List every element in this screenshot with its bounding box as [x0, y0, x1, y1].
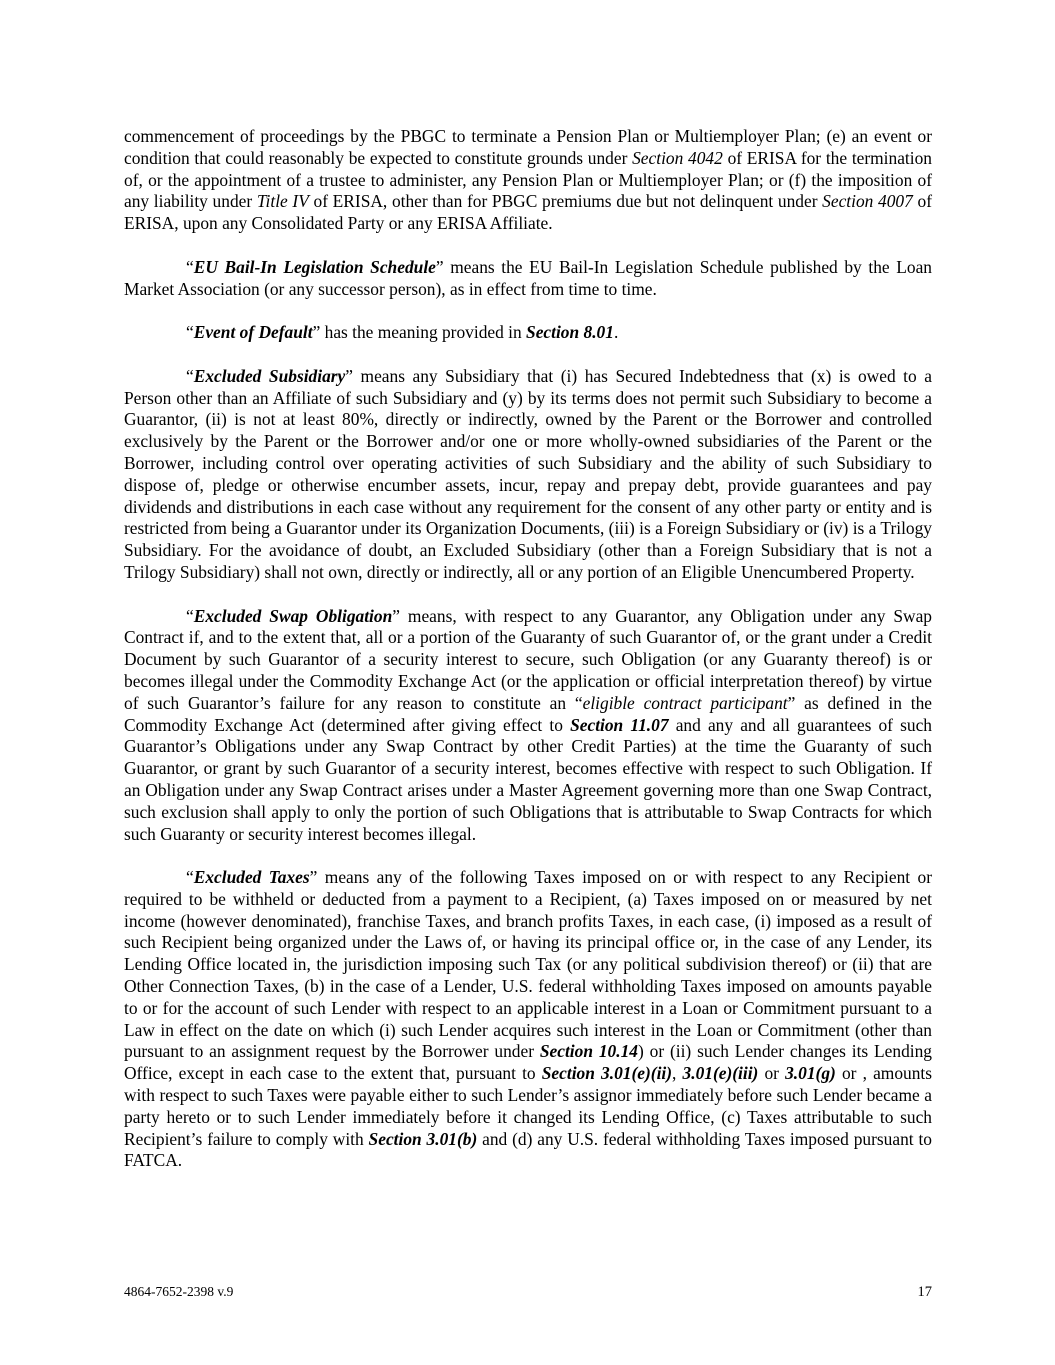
open-quote: “ [186, 256, 194, 277]
text-run: and any and all guarantees of such Guarantor’s Obligations under any Swap Contract by other Credit Parties) at the time the Guaranty of such Guarantor, or grant by such Guarantor of a security interest, becomes effective with respect to such Obligation. If an Obligation under any Swap Contract arises under a Master Agreement governing more than one Swap Contract, such exclusion shall apply to only the portion of such Obligations that is attributable to Swap Contracts for which such Guaranty or security interest becomes illegal. [124, 714, 932, 844]
section-reference: 3.01(e)(iii) [682, 1063, 759, 1084]
text-run: commencement of proceedings by the PBGC to terminate a Pension Plan or Multiemployer Plan; (e) an event or condition that could reasonably be expected to constitute grounds under [124, 126, 932, 168]
definition-text: ” means any Subsidiary that (i) has Secured Indebtedness that (x) is owed to a Person other than an Affiliate of such Subsidiary and (y) by its terms does not permit such Subsidiary to become a Guarantor, (ii) is not at least 80%, directly or indirectly, owned by the Parent or the Borrower and controlled exclusively by the Parent or the Borrower and/or one or more wholly-owned subsidiaries of the Parent or the Borrower, including control over operating activities of such Subsidiary and the ability of such Subsidiary to dispose of, pledge or otherwise encumber assets, incur, repay and prepay debt, provide guarantees and pay dividends and distributions in each case without any requirement for the consent of any other party or entity and is restricted from being a Guarantor under its Organization Documents, (iii) is a Foreign Subsidiary or (iv) is a Trilogy Subsidiary. For the avoidance of doubt, an Excluded Subsidiary (other than a Foreign Subsidiary that is not a Trilogy Subsidiary) shall not own, directly or indirectly, all or any portion of an Eligible Unencumbered Property. [124, 365, 932, 582]
page-body [124, 126, 932, 1172]
text-run: of ERISA, other than for PBGC premiums due but not delinquent under [308, 191, 823, 212]
text-run: and (d) any U.S. federal withholding Taxes imposed pursuant to FATCA. [124, 1128, 932, 1171]
definition-excluded-taxes [124, 867, 932, 1172]
section-reference: Section 3.01(b) [368, 1128, 478, 1149]
definition-excluded-swap-obligation [124, 606, 932, 846]
definition-text: ” means the EU Bail-In Legislation Schedule published by the Loan Market Association (or any successor person), as in effect from time to time. [124, 256, 932, 299]
document-id: 4864-7652-2398 v.9 [124, 1284, 234, 1299]
section-reference: Section 4042 [632, 147, 723, 168]
definition-text: ” means, with respect to any Guarantor, any Obligation under any Swap Contract if, and to the extent that, all or a portion of the Guaranty of such Guarantor of, or the grant under a Credit Document by such Guarantor of a security interest to secure, such Obligation (or any Guaranty thereof) is or becomes illegal under the Commodity Exchange Act (or the application or official interpretation thereof) by virtue of such Guarantor’s failure for any reason to constitute an “ [124, 605, 932, 713]
section-reference: Section 10.14 [539, 1041, 638, 1062]
definition-text: ” has the meaning provided in [312, 322, 527, 343]
section-reference: Section 11.07 [570, 714, 669, 735]
section-reference: Section 8.01 [526, 322, 614, 343]
section-reference: Section 3.01(e)(ii) [541, 1063, 673, 1084]
text-run: or [758, 1063, 786, 1084]
text-run: ) or (ii) such Lender changes its Lending Office, except in each case to the extent that, pursuant to [124, 1041, 932, 1084]
page-number: 17 [917, 1284, 932, 1300]
text-run: of ERISA for the termination of, or the appointment of a trustee to administer, any Pension Plan or Multiemployer Plan; or (f) the imposition of any liability under [124, 147, 932, 212]
defined-term: Excluded Subsidiary [193, 365, 346, 386]
text-run: , [672, 1063, 683, 1084]
open-quote: “ [186, 605, 194, 626]
paragraph-erisa-event-continued [124, 126, 932, 235]
defined-term: Excluded Swap Obligation [193, 605, 393, 626]
open-quote: “ [186, 365, 194, 386]
definition-eu-bail-in-legislation-schedule [124, 257, 932, 301]
definition-event-of-default [124, 322, 932, 344]
defined-term: EU Bail-In Legislation Schedule [193, 256, 436, 277]
text-run: or , amounts with respect to such Taxes were payable either to such Lender’s assignor immediately before such Lender became a party hereto or to such Lender immediately before it changed its Lending Office, (c) Taxes attributable to such Recipient’s failure to comply with [124, 1063, 933, 1149]
italic-term: eligible contract participant [582, 692, 788, 713]
section-reference: Section 4007 [822, 191, 913, 212]
defined-term: Excluded Taxes [193, 867, 310, 888]
open-quote: “ [186, 867, 194, 888]
text-run: of ERISA, upon any Consolidated Party or any ERISA Affiliate. [124, 191, 932, 234]
open-quote: “ [186, 322, 194, 343]
section-reference: 3.01(g) [785, 1063, 836, 1084]
text-run: ” as defined in the Commodity Exchange Act (determined after giving effect to [124, 692, 932, 735]
section-reference: Title IV [256, 191, 309, 212]
definition-excluded-subsidiary [124, 366, 932, 584]
defined-term: Event of Default [193, 322, 313, 343]
text-run: . [613, 322, 619, 343]
definition-text: ” means any of the following Taxes imposed on or with respect to any Recipient or required to be withheld or deducted from a payment to a Recipient, (a) Taxes imposed on or measured by net income (however denominated), franchise Taxes, and branch profits Taxes, in each case, (i) imposed as a result of such Recipient being organized under the Laws of, or having its principal office or, in the case of any Lender, its Lending Office located in, the jurisdiction imposing such Tax (or any political subdivision thereof) or (ii) that are Other Connection Taxes, (b) in the case of a Lender, U.S. federal withholding Taxes imposed on amounts payable to or for the account of such Lender with respect to an applicable interest in a Loan or Commitment pursuant to a Law in effect on the date on which (i) such Lender acquires such interest in the Loan or Commitment (other than pursuant to an assignment request by the Borrower under [124, 867, 932, 1062]
